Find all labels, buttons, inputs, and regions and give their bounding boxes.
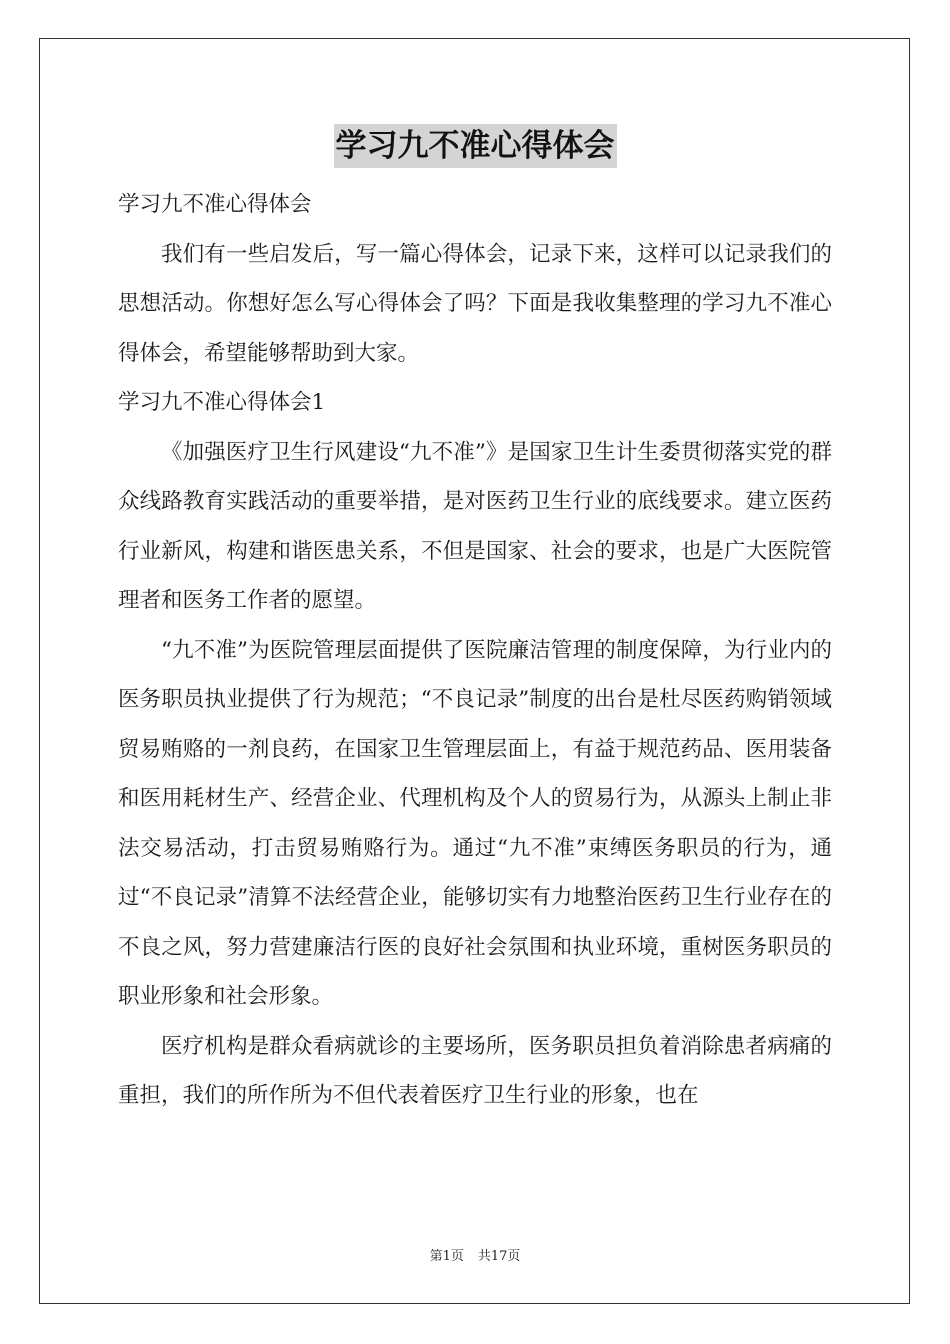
page-total: 共17页 [477, 1249, 521, 1264]
paragraph: 学习九不准心得体会1 [118, 390, 326, 415]
paragraph: “九不准”为医院管理层面提供了医院廉洁管理的制度保障，为行业内的医务职员执业提供了行为规范；“不良记录”制度的出台是杜尽医药购销领域贸易贿赂的一剂良药，在国家卫生管理层面上，有益于规范药品、医用装备和医用耗材生产、经营企业、代理机构及个人的贸易行为，从源头上制止非法交易活动，打击贸易贿赂行为。通过“九不准”束缚医务职员的行为，通过“不良记录”清算不法经营企业，能够切实有力地整治医药卫生行业存在的不良之风，努力营建廉洁行医的良好社会氛围和执业环境，重树医务职员的职业形象和社会形象。 [118, 637, 832, 1009]
paragraph: 医疗机构是群众看病就诊的主要场所，医务职员担负着消除患者病痛的重担，我们的所作所为不但代表着医疗卫生行业的形象，也在 [118, 1033, 832, 1108]
document-body [118, 180, 832, 1121]
document-title: 学习九不准心得体会 [334, 124, 617, 168]
page-footer [0, 1248, 950, 1266]
page-number: 第1页 [429, 1249, 464, 1264]
paragraph: 学习九不准心得体会 [118, 192, 312, 217]
paragraph: 我们有一些启发后，写一篇心得体会，记录下来，这样可以记录我们的思想活动。你想好怎么写心得体会了吗？下面是我收集整理的学习九不准心得体会，希望能够帮助到大家。 [118, 241, 832, 366]
title-container [0, 124, 950, 168]
paragraph: 《加强医疗卫生行风建设“九不准”》是国家卫生计生委贯彻落实党的群众线路教育实践活动的重要举措，是对医药卫生行业的底线要求。建立医药行业新风，构建和谐医患关系，不但是国家、社会的要求，也是广大医院管理者和医务工作者的愿望。 [118, 439, 832, 613]
